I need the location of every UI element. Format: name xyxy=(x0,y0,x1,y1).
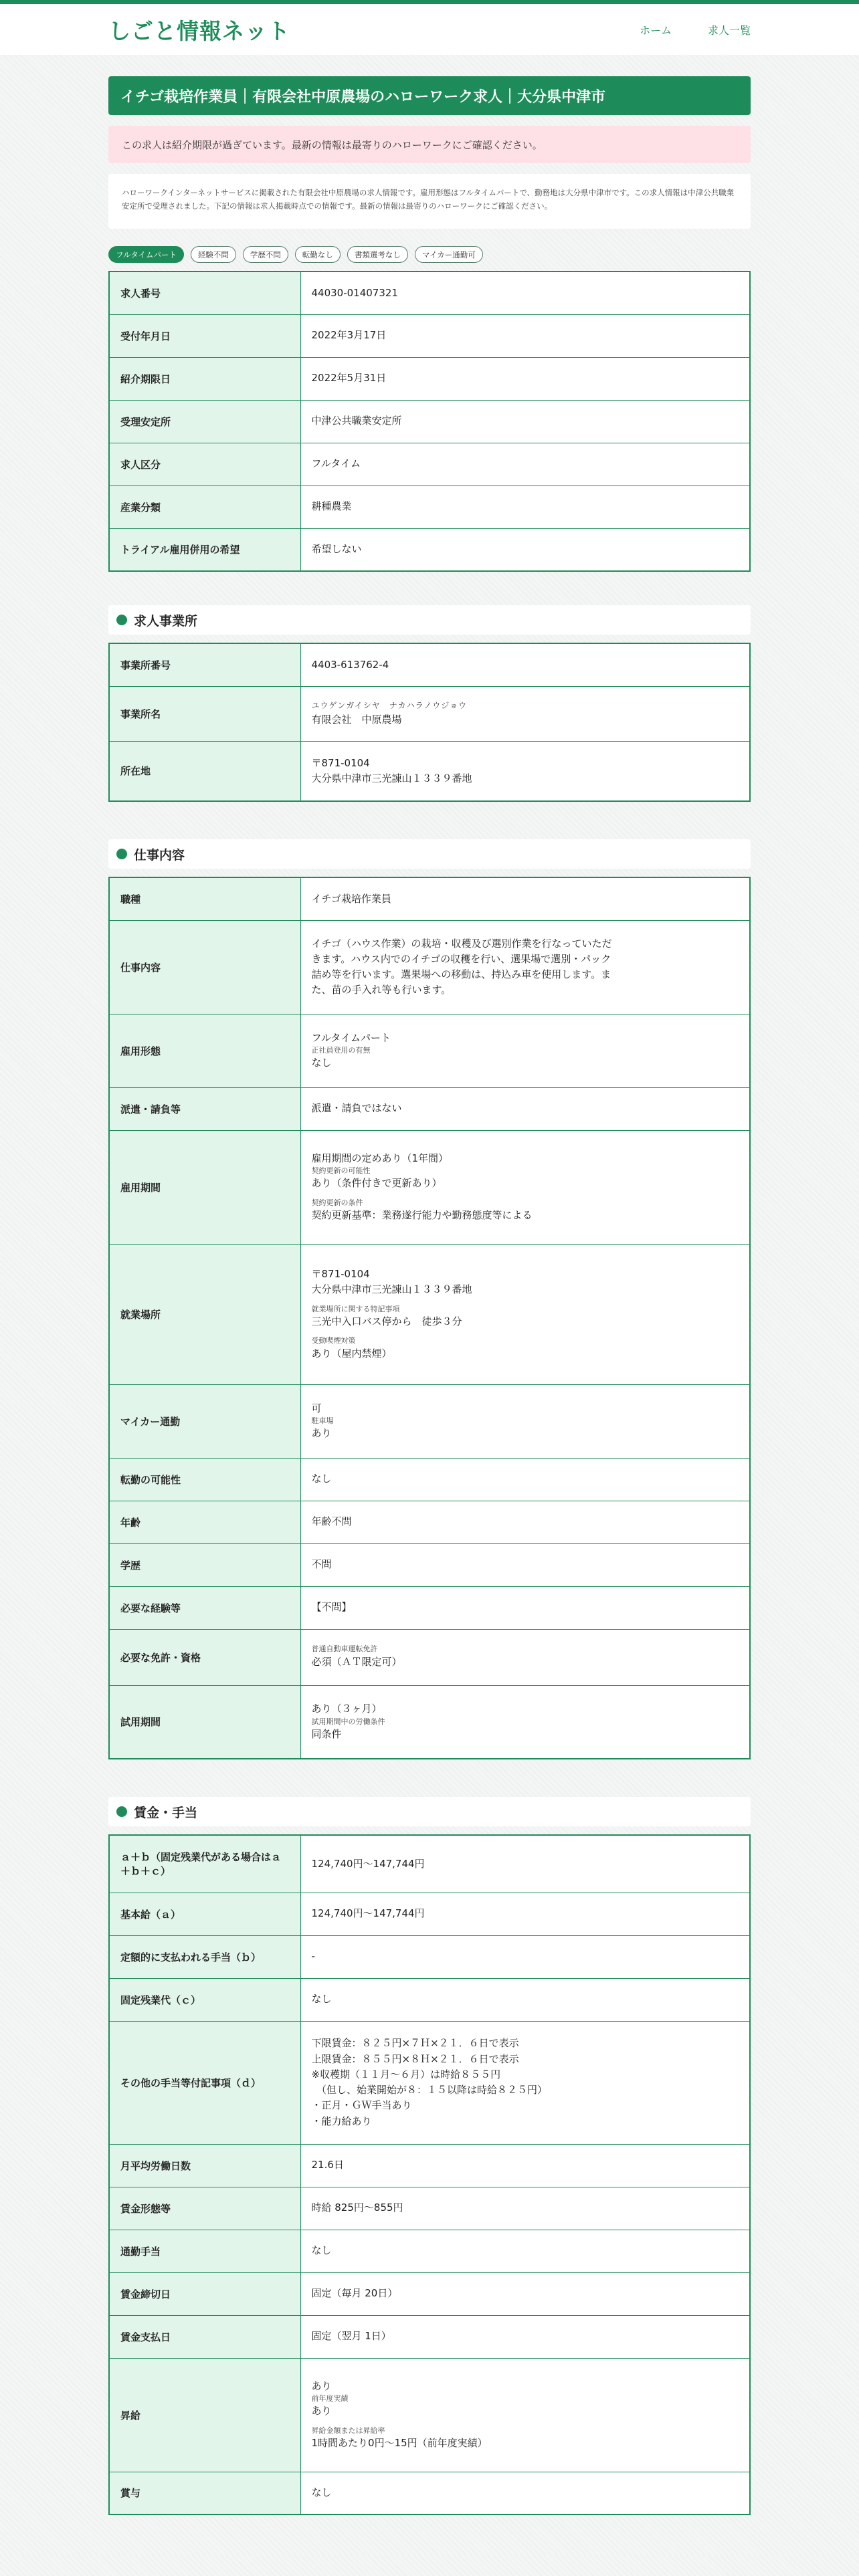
table-row xyxy=(109,1087,750,1130)
table-row xyxy=(109,528,750,571)
table-row xyxy=(109,1014,750,1087)
workplace-cell xyxy=(300,1244,750,1384)
row-label: 月平均労働日数 xyxy=(109,2144,300,2187)
expired-warning: この求人は紹介期限が過ぎています。最新の情報は最寄りのハローワークにご確認ください。 xyxy=(108,126,751,163)
wage-closing-day: 固定（毎月 20日） xyxy=(300,2272,750,2315)
tag-no-document-screening: 書類選考なし xyxy=(347,246,408,263)
table-row xyxy=(109,643,750,686)
table-row xyxy=(109,1835,750,1893)
row-label: 求人区分 xyxy=(109,443,300,486)
row-label: ａ＋ｂ（固定残業代がある場合はａ＋ｂ＋ｃ） xyxy=(109,1835,300,1893)
row-label: 通勤手当 xyxy=(109,2230,300,2272)
sub-label: 正社員登用の有無 xyxy=(311,1045,371,1055)
sub-label: 駐車場 xyxy=(311,1416,334,1425)
raise-cell xyxy=(300,2358,750,2472)
row-label: 紹介期限日 xyxy=(109,357,300,400)
period-cell xyxy=(300,1130,750,1244)
trial-cell xyxy=(300,1685,750,1759)
office-address: 大分県中津市三光諌山１３３９番地 xyxy=(311,772,472,784)
office-address-cell xyxy=(300,741,750,801)
row-label: 年齢 xyxy=(109,1501,300,1543)
raise: あり xyxy=(311,2379,332,2392)
employment-cell xyxy=(300,1014,750,1087)
row-label: 賃金締切日 xyxy=(109,2272,300,2315)
other-allowance-line: （但し、始業開始が８：１５以降は時給８２５円） xyxy=(311,2084,548,2096)
car-commute: 可 xyxy=(311,1402,322,1414)
base-salary: 124,740円〜147,744円 xyxy=(300,1893,750,1935)
row-label: 昇給 xyxy=(109,2358,300,2472)
fixed-overtime: なし xyxy=(300,1978,750,2021)
sub-label: 試用期間中の労働条件 xyxy=(311,1717,385,1726)
row-label: 事業所番号 xyxy=(109,643,300,686)
table-row xyxy=(109,1458,750,1501)
job-summary: ハローワークインターネットサービスに掲載された有限会社中原農場の求人情報です。雇用形態はフルタイムパートで、勤務地は大分県中津市です。この求人情報は中津公共職業安定所で受理されました。下記の情報は求人掲載時点での情報です。最新の情報は最寄りのハローワークにご確認ください。 xyxy=(108,174,751,229)
row-label: 仕事内容 xyxy=(109,920,300,1014)
site-logo[interactable]: しごと情報ネット xyxy=(108,17,290,44)
raise-previous: あり xyxy=(311,2405,332,2418)
education: 不問 xyxy=(300,1543,750,1586)
regular-conversion: なし xyxy=(311,1057,332,1069)
job-number: 44030-01407321 xyxy=(300,272,750,314)
office-name-kana: ユウゲンガイシヤ ナカハラノウジョウ xyxy=(311,701,468,711)
other-allowance-line: 上限賃金：８５５円×８Ｈ×２１．６日で表示 xyxy=(311,2052,519,2065)
age: 年齢不問 xyxy=(300,1501,750,1543)
other-allowance-cell xyxy=(300,2021,750,2144)
row-label: 転勤の可能性 xyxy=(109,1458,300,1501)
job-content-line: きます。ハウス内でのイチゴの収穫を行い、選果場で選別・パック xyxy=(311,952,611,965)
row-label: 固定残業代（ｃ） xyxy=(109,1978,300,2021)
other-allowance-line: ・能力給あり xyxy=(311,2115,372,2127)
job-content-line: た、苗の手入れ等も行います。 xyxy=(311,984,452,996)
office-name: 有限会社 中原農場 xyxy=(311,713,402,726)
received-date: 2022年3月17日 xyxy=(300,314,750,357)
experience: 【不問】 xyxy=(300,1586,750,1629)
main-nav xyxy=(640,22,751,37)
workplace-address: 大分県中津市三光諌山１３３９番地 xyxy=(311,1283,472,1296)
page-title: イチゴ栽培作業員｜有限会社中原農場のハローワーク求人｜大分県中津市 xyxy=(108,76,751,115)
row-label: 必要な免許・資格 xyxy=(109,1629,300,1685)
bullet-dot-icon xyxy=(116,615,127,625)
sub-label: 昇給金額または昇給率 xyxy=(311,2426,385,2435)
raise-amount: 1時間あたり0円〜15円（前年度実績） xyxy=(311,2436,488,2449)
row-label: 職種 xyxy=(109,877,300,920)
job-table xyxy=(108,877,751,1759)
table-row xyxy=(109,1893,750,1935)
transfer: なし xyxy=(300,1458,750,1501)
wage-form: 時給 825円〜855円 xyxy=(300,2187,750,2230)
row-label: 基本給（ａ） xyxy=(109,1893,300,1935)
nav-home-link[interactable]: ホーム xyxy=(639,23,672,37)
table-row xyxy=(109,686,750,741)
feature-tags xyxy=(108,246,751,263)
table-row xyxy=(109,877,750,920)
table-row xyxy=(109,1935,750,1978)
row-label: 雇用期間 xyxy=(109,1130,300,1244)
car-commute-cell xyxy=(300,1384,750,1458)
row-label: 必要な経験等 xyxy=(109,1586,300,1629)
nav-job-list-link[interactable]: 求人一覧 xyxy=(707,23,751,37)
table-row xyxy=(109,400,750,443)
table-row xyxy=(109,1244,750,1384)
table-row xyxy=(109,2272,750,2315)
table-row xyxy=(109,2358,750,2472)
license: 必須（ＡＴ限定可） xyxy=(311,1655,402,1668)
tag-no-education: 学歴不問 xyxy=(243,246,288,263)
site-header xyxy=(0,4,859,55)
table-row xyxy=(109,272,750,314)
section-heading-wage xyxy=(108,1797,751,1826)
section-title: 求人事業所 xyxy=(134,613,198,629)
row-label: 産業分類 xyxy=(109,486,300,528)
section-heading-office xyxy=(108,605,751,635)
row-label: 賃金形態等 xyxy=(109,2187,300,2230)
row-label: 定額的に支払われる手当（ｂ） xyxy=(109,1935,300,1978)
table-row xyxy=(109,741,750,801)
row-label: 受理安定所 xyxy=(109,400,300,443)
avg-work-days: 21.6日 xyxy=(300,2144,750,2187)
table-row xyxy=(109,486,750,528)
smoking-policy: あり（屋内禁煙） xyxy=(311,1347,392,1360)
sub-label: 契約更新の条件 xyxy=(311,1198,363,1207)
receiving-office: 中津公共職業安定所 xyxy=(300,400,750,443)
office-zip: 〒871-0104 xyxy=(311,756,370,769)
renewal-condition: 契約更新基準：業務遂行能力や勤務態度等による xyxy=(311,1208,533,1221)
sub-label: 受動喫煙対策 xyxy=(311,1336,356,1346)
table-row xyxy=(109,2472,750,2514)
table-row xyxy=(109,2187,750,2230)
workplace-note: 三光中入口バス停から 徒歩３分 xyxy=(311,1315,462,1327)
trial-employment: 希望しない xyxy=(311,543,362,556)
table-row xyxy=(109,1685,750,1759)
row-label: 事業所名 xyxy=(109,686,300,741)
table-row xyxy=(109,443,750,486)
expiry-date: 2022年5月31日 xyxy=(300,357,750,400)
row-label: 求人番号 xyxy=(109,272,300,314)
job-content-line: 詰め等を行います。選果場への移動は、持込み車を使用します。ま xyxy=(311,968,611,980)
row-label: トライアル雇用併用の希望 xyxy=(109,528,300,571)
table-row xyxy=(109,1629,750,1685)
basic-info-table xyxy=(108,271,751,572)
office-name-cell xyxy=(300,686,750,741)
row-label: 雇用形態 xyxy=(109,1014,300,1087)
other-allowance-line: ※収穫期（１１月〜６月）は時給８５５円 xyxy=(311,2068,501,2080)
wage-table xyxy=(108,1834,751,2515)
tag-no-transfer: 転勤なし xyxy=(295,246,341,263)
bonus: なし xyxy=(311,2486,332,2499)
table-row xyxy=(109,2021,750,2144)
job-type: イチゴ栽培作業員 xyxy=(300,877,750,920)
workplace-zip: 〒871-0104 xyxy=(311,1268,370,1281)
parking: あり xyxy=(311,1427,332,1440)
row-label: 所在地 xyxy=(109,741,300,801)
row-label: 派遣・請負等 xyxy=(109,1087,300,1130)
table-row xyxy=(109,314,750,357)
table-row xyxy=(109,1586,750,1629)
table-row xyxy=(109,357,750,400)
fixed-allowance: - xyxy=(300,1935,750,1978)
industry: 耕種農業 xyxy=(300,486,750,528)
sub-label: 契約更新の可能性 xyxy=(311,1166,371,1176)
trial-condition: 同条件 xyxy=(311,1727,342,1740)
office-table xyxy=(108,643,751,802)
table-row xyxy=(109,1543,750,1586)
table-row xyxy=(109,2230,750,2272)
job-category: フルタイム xyxy=(300,443,750,486)
tag-employment-type: フルタイムパート xyxy=(108,246,184,263)
main-content xyxy=(108,55,751,2555)
row-label: 試用期間 xyxy=(109,1685,300,1759)
section-title: 賃金・手当 xyxy=(134,1805,198,1820)
job-content-line: イチゴ（ハウス作業）の栽培・収穫及び選別作業を行なっていただ xyxy=(311,937,612,950)
table-row xyxy=(109,1384,750,1458)
tag-no-experience: 経験不問 xyxy=(191,246,236,263)
bullet-dot-icon xyxy=(116,849,127,859)
other-allowance-line: ・正月・ＧＷ手当あり xyxy=(311,2099,412,2112)
table-row xyxy=(109,920,750,1014)
other-allowance-line: 下限賃金：８２５円×７Ｈ×２１．６日で表示 xyxy=(311,2037,519,2050)
license-cell xyxy=(300,1629,750,1685)
sub-label: 普通自動車運転免許 xyxy=(311,1644,378,1654)
row-label: その他の手当等付記事項（ｄ） xyxy=(109,2021,300,2144)
table-row xyxy=(109,1501,750,1543)
bullet-dot-icon xyxy=(116,1806,127,1817)
trial-period: あり（３ヶ月） xyxy=(311,1703,382,1715)
table-row xyxy=(109,1978,750,2021)
wage-pay-day: 固定（翌月 1日） xyxy=(300,2315,750,2358)
row-label: 賞与 xyxy=(109,2472,300,2514)
contract-renewal: あり（条件付きで更新あり） xyxy=(311,1177,442,1190)
sub-label: 就業場所に関する特記事項 xyxy=(311,1304,400,1313)
employment-type: フルタイムパート xyxy=(311,1031,391,1044)
row-label: マイカー通勤 xyxy=(109,1384,300,1458)
job-content-cell xyxy=(300,920,750,1014)
table-row xyxy=(109,1130,750,1244)
section-heading-job xyxy=(108,839,751,869)
row-label: 賃金支払日 xyxy=(109,2315,300,2358)
row-label: 学歴 xyxy=(109,1543,300,1586)
tag-car-commute: マイカー通勤可 xyxy=(415,246,483,263)
employment-period: 雇用期間の定めあり（1年間） xyxy=(311,1152,449,1164)
table-row xyxy=(109,2315,750,2358)
office-number: 4403-613762-4 xyxy=(300,643,750,686)
row-label: 就業場所 xyxy=(109,1244,300,1384)
dispatch: 派遣・請負ではない xyxy=(300,1087,750,1130)
commute-allowance: なし xyxy=(300,2230,750,2272)
row-label: 受付年月日 xyxy=(109,314,300,357)
wage-total: 124,740円〜147,744円 xyxy=(300,1835,750,1893)
table-row xyxy=(109,2144,750,2187)
sub-label: 前年度実績 xyxy=(311,2394,349,2403)
section-title: 仕事内容 xyxy=(134,847,185,863)
